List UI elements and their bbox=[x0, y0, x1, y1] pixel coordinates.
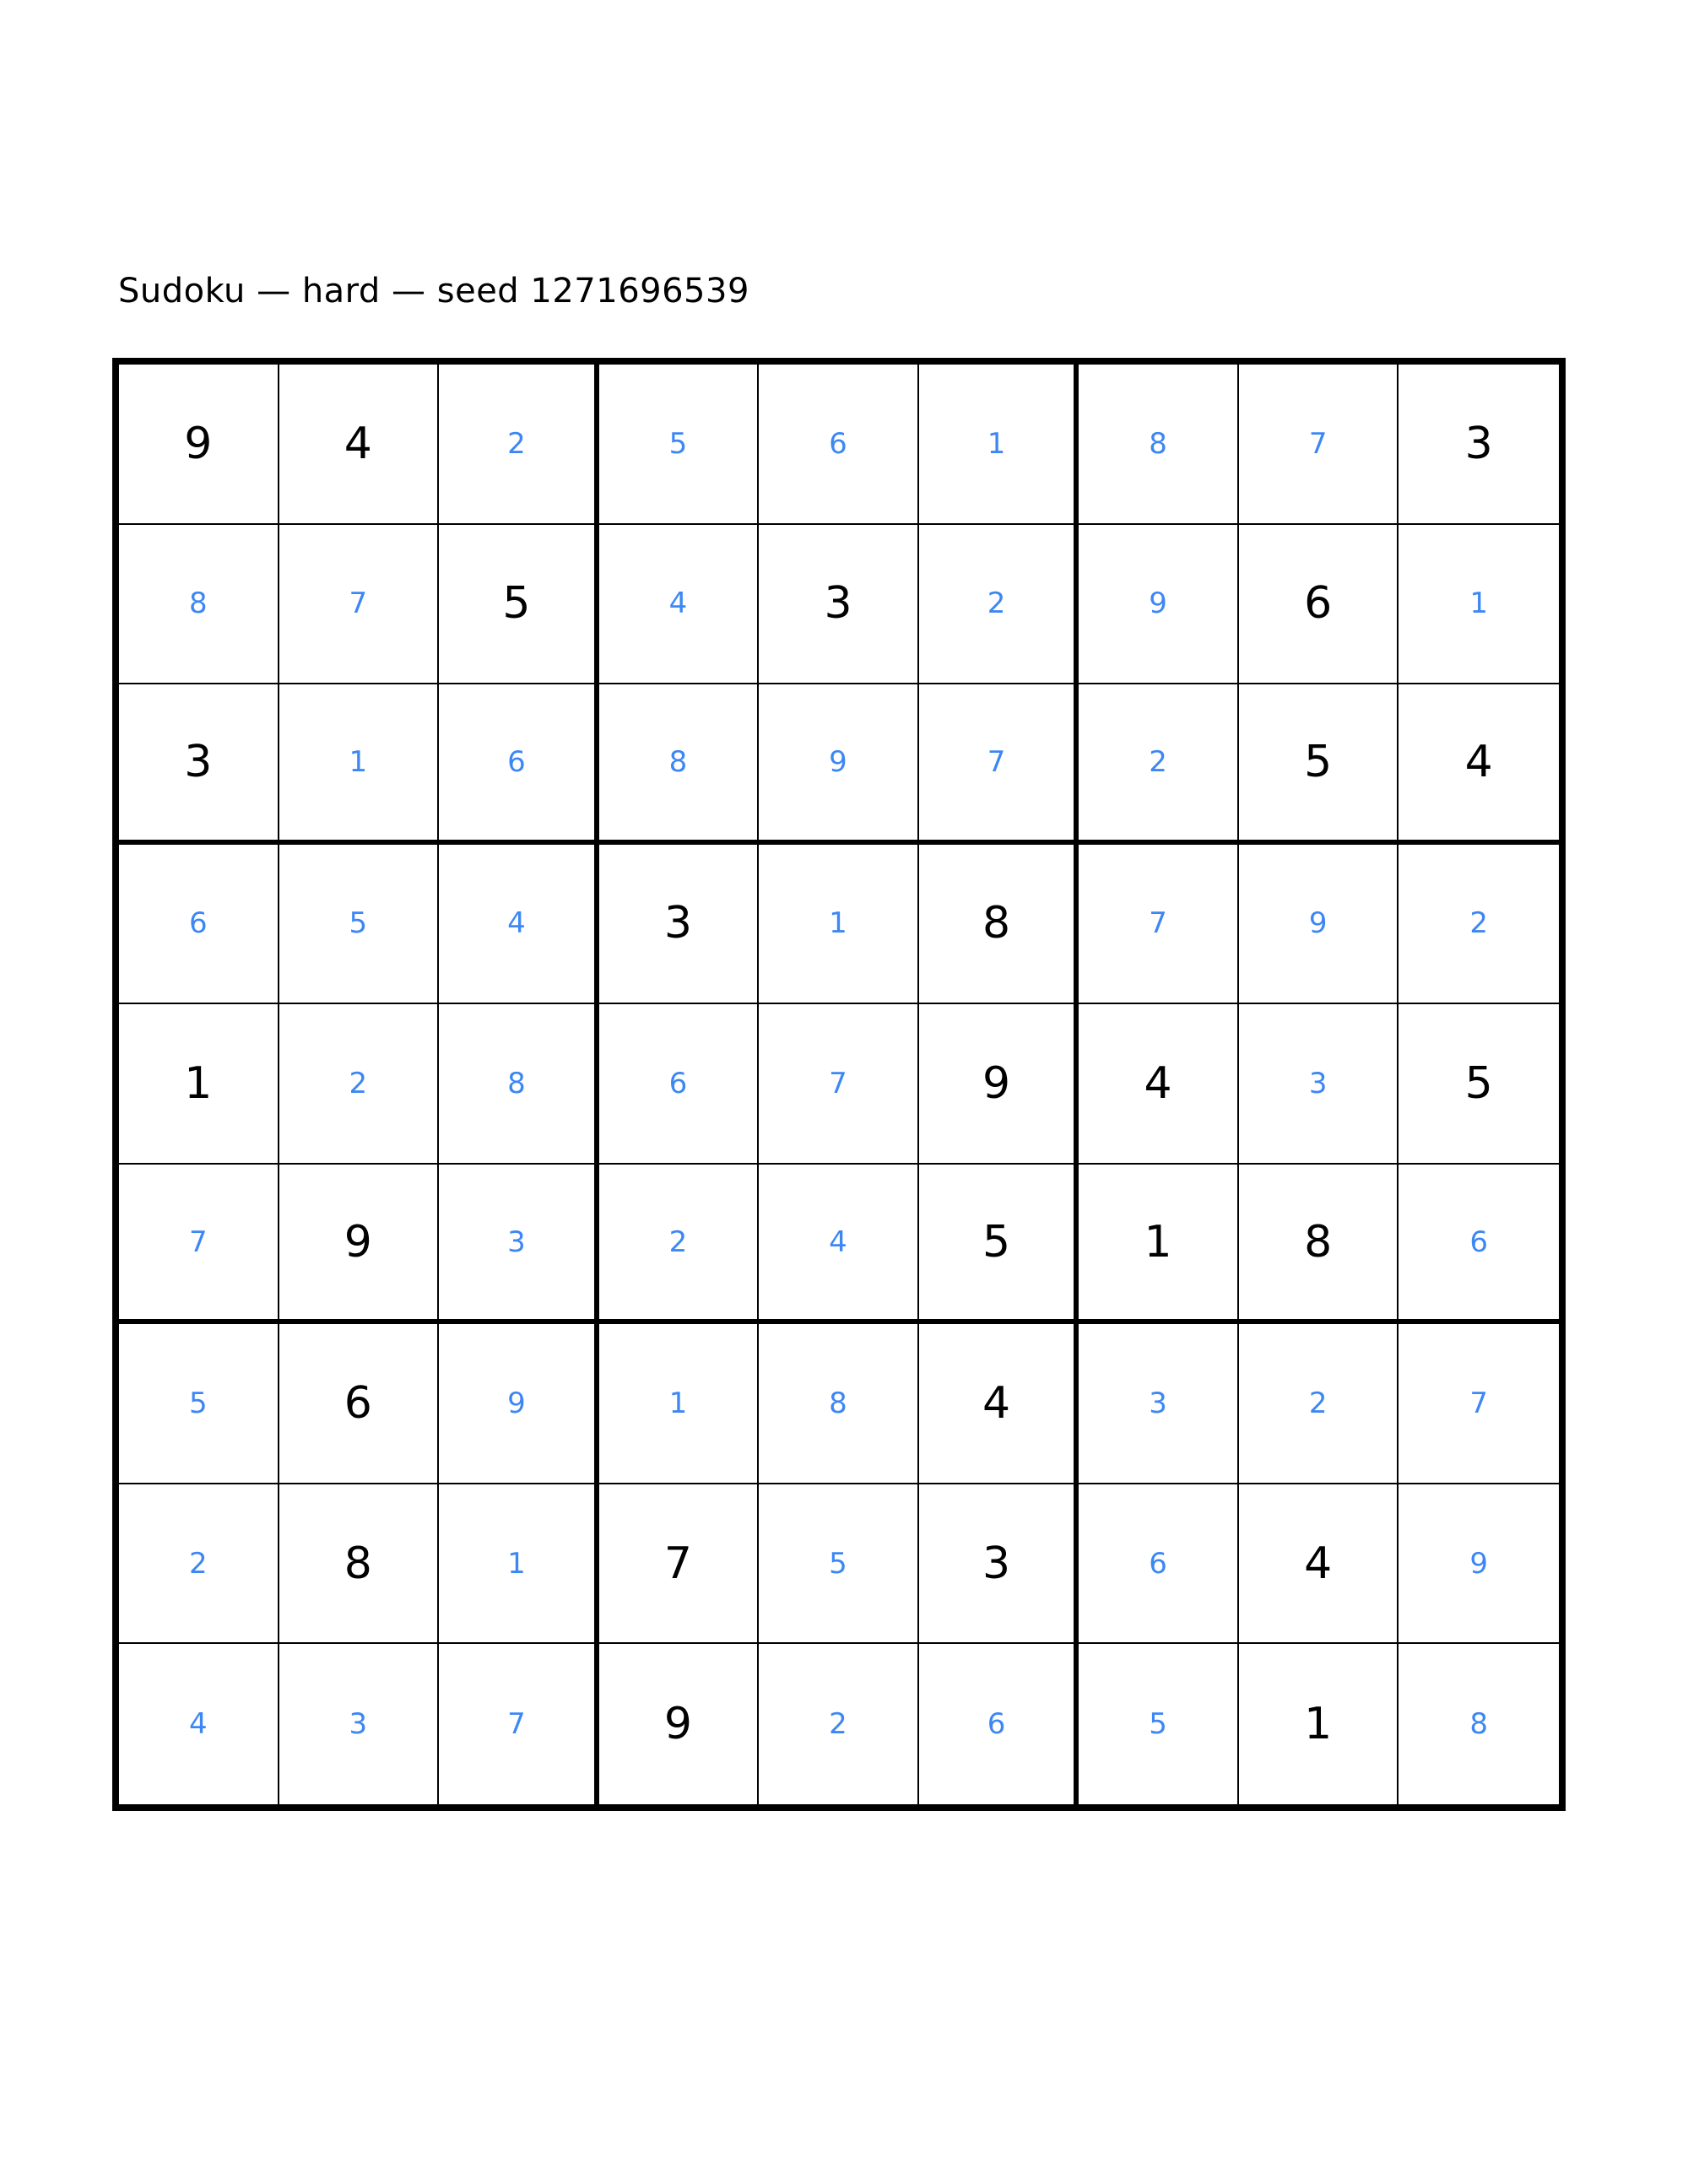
sudoku-cell-r7c7[interactable] bbox=[1079, 1324, 1239, 1484]
sudoku-cell-r8c8[interactable] bbox=[1239, 1484, 1399, 1645]
sudoku-cell-r7c1[interactable] bbox=[119, 1324, 279, 1484]
cell-value: 1 bbox=[668, 1387, 688, 1421]
cell-value: 8 bbox=[1304, 1216, 1333, 1268]
sudoku-cell-r5c8[interactable] bbox=[1239, 1004, 1399, 1165]
sudoku-cell-r8c9[interactable] bbox=[1399, 1484, 1559, 1645]
cell-value: 9 bbox=[507, 1387, 526, 1421]
sudoku-cell-r8c4[interactable] bbox=[599, 1484, 760, 1645]
cell-value: 2 bbox=[668, 1224, 688, 1259]
cell-value: 5 bbox=[982, 1216, 1011, 1268]
cell-value: 6 bbox=[344, 1378, 372, 1430]
sudoku-cell-r2c9[interactable] bbox=[1399, 525, 1559, 685]
cell-value: 2 bbox=[1469, 906, 1489, 941]
sudoku-cell-r3c2[interactable] bbox=[279, 684, 440, 845]
sudoku-cell-r1c4[interactable] bbox=[599, 365, 760, 525]
cell-value: 2 bbox=[349, 1066, 368, 1100]
sudoku-cell-r1c3[interactable] bbox=[439, 365, 599, 525]
cell-value: 9 bbox=[1149, 587, 1167, 621]
cell-value: 7 bbox=[1308, 426, 1328, 461]
cell-value: 9 bbox=[982, 1057, 1011, 1109]
sudoku-cell-r5c5[interactable] bbox=[759, 1004, 919, 1165]
cell-value: 6 bbox=[1469, 1224, 1489, 1259]
sudoku-cell-r4c6[interactable] bbox=[919, 845, 1079, 1005]
sudoku-cell-r5c3[interactable] bbox=[439, 1004, 599, 1165]
sudoku-cell-r4c7[interactable] bbox=[1079, 845, 1239, 1005]
cell-value: 6 bbox=[1304, 578, 1333, 630]
cell-value: 1 bbox=[1144, 1216, 1172, 1268]
cell-value: 7 bbox=[829, 1066, 847, 1100]
cell-value: 7 bbox=[1149, 906, 1167, 941]
sudoku-cell-r5c7[interactable] bbox=[1079, 1004, 1239, 1165]
cell-value: 5 bbox=[502, 578, 531, 630]
cell-value: 4 bbox=[507, 906, 526, 941]
sudoku-cell-r9c5[interactable] bbox=[759, 1644, 919, 1804]
cell-value: 4 bbox=[188, 1707, 208, 1742]
cell-value: 8 bbox=[668, 744, 688, 779]
cell-value: 7 bbox=[663, 1538, 692, 1589]
sudoku-cell-r8c5[interactable] bbox=[759, 1484, 919, 1645]
sudoku-cell-r4c1[interactable] bbox=[119, 845, 279, 1005]
cell-value: 1 bbox=[184, 1057, 213, 1109]
cell-value: 9 bbox=[1308, 906, 1328, 941]
sudoku-cell-r2c6[interactable] bbox=[919, 525, 1079, 685]
cell-value: 6 bbox=[507, 744, 526, 779]
sudoku-cell-r2c3[interactable] bbox=[439, 525, 599, 685]
cell-value: 6 bbox=[188, 906, 208, 941]
cell-value: 3 bbox=[824, 578, 852, 630]
sudoku-cell-r7c4[interactable] bbox=[599, 1324, 760, 1484]
cell-value: 5 bbox=[1149, 1707, 1167, 1742]
sudoku-cell-r1c9[interactable] bbox=[1399, 365, 1559, 525]
cell-value: 4 bbox=[1144, 1057, 1172, 1109]
sudoku-cell-r8c1[interactable] bbox=[119, 1484, 279, 1645]
sudoku-cell-r8c7[interactable] bbox=[1079, 1484, 1239, 1645]
cell-value: 2 bbox=[1308, 1387, 1328, 1421]
cell-value: 4 bbox=[982, 1378, 1011, 1430]
cell-value: 1 bbox=[1469, 587, 1489, 621]
sudoku-cell-r3c6[interactable] bbox=[919, 684, 1079, 845]
sudoku-board bbox=[112, 358, 1566, 1811]
cell-value: 3 bbox=[1308, 1066, 1328, 1100]
sudoku-cell-r9c7[interactable] bbox=[1079, 1644, 1239, 1804]
sudoku-cell-r1c8[interactable] bbox=[1239, 365, 1399, 525]
cell-value: 9 bbox=[344, 1216, 372, 1268]
cell-value: 5 bbox=[668, 426, 688, 461]
cell-value: 2 bbox=[507, 426, 526, 461]
sudoku-cell-r2c8[interactable] bbox=[1239, 525, 1399, 685]
cell-value: 8 bbox=[344, 1538, 372, 1589]
sudoku-cell-r1c2[interactable] bbox=[279, 365, 440, 525]
sudoku-cell-r3c3[interactable] bbox=[439, 684, 599, 845]
sudoku-cell-r9c6[interactable] bbox=[919, 1644, 1079, 1804]
sudoku-cell-r6c7[interactable] bbox=[1079, 1165, 1239, 1325]
cell-value: 7 bbox=[987, 744, 1006, 779]
sudoku-cell-r2c2[interactable] bbox=[279, 525, 440, 685]
cell-value: 8 bbox=[982, 898, 1011, 949]
cell-value: 7 bbox=[1469, 1387, 1489, 1421]
sudoku-cell-r7c5[interactable] bbox=[759, 1324, 919, 1484]
sudoku-cell-r7c3[interactable] bbox=[439, 1324, 599, 1484]
cell-value: 2 bbox=[1149, 744, 1167, 779]
cell-value: 3 bbox=[982, 1538, 1011, 1589]
sudoku-cell-r1c7[interactable] bbox=[1079, 365, 1239, 525]
sudoku-cell-r9c4[interactable] bbox=[599, 1644, 760, 1804]
sudoku-cell-r2c5[interactable] bbox=[759, 525, 919, 685]
sudoku-cell-r9c8[interactable] bbox=[1239, 1644, 1399, 1804]
sudoku-cell-r9c2[interactable] bbox=[279, 1644, 440, 1804]
cell-value: 2 bbox=[829, 1707, 847, 1742]
sudoku-cell-r8c2[interactable] bbox=[279, 1484, 440, 1645]
cell-value: 4 bbox=[1464, 736, 1493, 787]
sudoku-cell-r2c4[interactable] bbox=[599, 525, 760, 685]
cell-value: 5 bbox=[1304, 736, 1333, 787]
cell-value: 5 bbox=[349, 906, 368, 941]
cell-value: 3 bbox=[1464, 418, 1493, 469]
cell-value: 3 bbox=[507, 1224, 526, 1259]
cell-value: 9 bbox=[663, 1699, 692, 1750]
sudoku-cell-r5c2[interactable] bbox=[279, 1004, 440, 1165]
cell-value: 8 bbox=[1149, 426, 1167, 461]
sudoku-cell-r8c6[interactable] bbox=[919, 1484, 1079, 1645]
cell-value: 3 bbox=[184, 736, 213, 787]
cell-value: 4 bbox=[668, 587, 688, 621]
cell-value: 5 bbox=[829, 1546, 847, 1581]
cell-value: 8 bbox=[188, 587, 208, 621]
sudoku-cell-r9c9[interactable] bbox=[1399, 1644, 1559, 1804]
cell-value: 4 bbox=[344, 418, 372, 469]
sudoku-cell-r4c8[interactable] bbox=[1239, 845, 1399, 1005]
sudoku-cell-r9c3[interactable] bbox=[439, 1644, 599, 1804]
sudoku-cell-r6c6[interactable] bbox=[919, 1165, 1079, 1325]
sudoku-cell-r3c7[interactable] bbox=[1079, 684, 1239, 845]
sudoku-cell-r4c9[interactable] bbox=[1399, 845, 1559, 1005]
sudoku-cell-r6c1[interactable] bbox=[119, 1165, 279, 1325]
page-title: Sudoku — hard — seed 1271696539 bbox=[118, 272, 749, 311]
sudoku-cell-r2c7[interactable] bbox=[1079, 525, 1239, 685]
sudoku-cell-r5c4[interactable] bbox=[599, 1004, 760, 1165]
cell-value: 6 bbox=[668, 1066, 688, 1100]
sudoku-cell-r3c8[interactable] bbox=[1239, 684, 1399, 845]
cell-value: 7 bbox=[188, 1224, 208, 1259]
sudoku-cell-r6c4[interactable] bbox=[599, 1165, 760, 1325]
cell-value: 8 bbox=[829, 1387, 847, 1421]
sudoku-cell-r1c5[interactable] bbox=[759, 365, 919, 525]
cell-value: 1 bbox=[829, 906, 847, 941]
sudoku-cell-r3c9[interactable] bbox=[1399, 684, 1559, 845]
cell-value: 9 bbox=[829, 744, 847, 779]
cell-value: 8 bbox=[1469, 1707, 1489, 1742]
cell-value: 5 bbox=[1464, 1057, 1493, 1109]
sudoku-grid bbox=[119, 365, 1559, 1804]
sudoku-cell-r1c1[interactable] bbox=[119, 365, 279, 525]
sudoku-cell-r4c3[interactable] bbox=[439, 845, 599, 1005]
cell-value: 4 bbox=[829, 1224, 847, 1259]
sudoku-cell-r4c5[interactable] bbox=[759, 845, 919, 1005]
cell-value: 7 bbox=[507, 1707, 526, 1742]
cell-value: 2 bbox=[188, 1546, 208, 1581]
cell-value: 6 bbox=[1149, 1546, 1167, 1581]
sudoku-cell-r9c1[interactable] bbox=[119, 1644, 279, 1804]
sudoku-cell-r6c5[interactable] bbox=[759, 1165, 919, 1325]
sudoku-cell-r7c8[interactable] bbox=[1239, 1324, 1399, 1484]
sudoku-cell-r3c1[interactable] bbox=[119, 684, 279, 845]
sudoku-cell-r5c9[interactable] bbox=[1399, 1004, 1559, 1165]
sudoku-cell-r4c2[interactable] bbox=[279, 845, 440, 1005]
sudoku-cell-r7c6[interactable] bbox=[919, 1324, 1079, 1484]
sudoku-cell-r6c9[interactable] bbox=[1399, 1165, 1559, 1325]
cell-value: 6 bbox=[829, 426, 847, 461]
cell-value: 1 bbox=[507, 1546, 526, 1581]
sudoku-cell-r7c2[interactable] bbox=[279, 1324, 440, 1484]
sudoku-cell-r4c4[interactable] bbox=[599, 845, 760, 1005]
cell-value: 7 bbox=[349, 587, 368, 621]
cell-value: 1 bbox=[349, 744, 368, 779]
sudoku-cell-r6c2[interactable] bbox=[279, 1165, 440, 1325]
cell-value: 6 bbox=[987, 1707, 1006, 1742]
sudoku-cell-r6c8[interactable] bbox=[1239, 1165, 1399, 1325]
cell-value: 2 bbox=[987, 587, 1006, 621]
cell-value: 8 bbox=[507, 1066, 526, 1100]
cell-value: 3 bbox=[349, 1707, 368, 1742]
cell-value: 9 bbox=[184, 418, 213, 469]
sudoku-cell-r8c3[interactable] bbox=[439, 1484, 599, 1645]
cell-value: 5 bbox=[188, 1387, 208, 1421]
sudoku-cell-r1c6[interactable] bbox=[919, 365, 1079, 525]
cell-value: 3 bbox=[663, 898, 692, 949]
sudoku-cell-r5c6[interactable] bbox=[919, 1004, 1079, 1165]
sudoku-cell-r3c5[interactable] bbox=[759, 684, 919, 845]
sudoku-cell-r6c3[interactable] bbox=[439, 1165, 599, 1325]
sudoku-cell-r2c1[interactable] bbox=[119, 525, 279, 685]
cell-value: 1 bbox=[987, 426, 1006, 461]
cell-value: 3 bbox=[1149, 1387, 1167, 1421]
sudoku-cell-r5c1[interactable] bbox=[119, 1004, 279, 1165]
cell-value: 4 bbox=[1304, 1538, 1333, 1589]
sudoku-cell-r3c4[interactable] bbox=[599, 684, 760, 845]
cell-value: 9 bbox=[1469, 1546, 1489, 1581]
cell-value: 1 bbox=[1304, 1699, 1333, 1750]
sudoku-cell-r7c9[interactable] bbox=[1399, 1324, 1559, 1484]
